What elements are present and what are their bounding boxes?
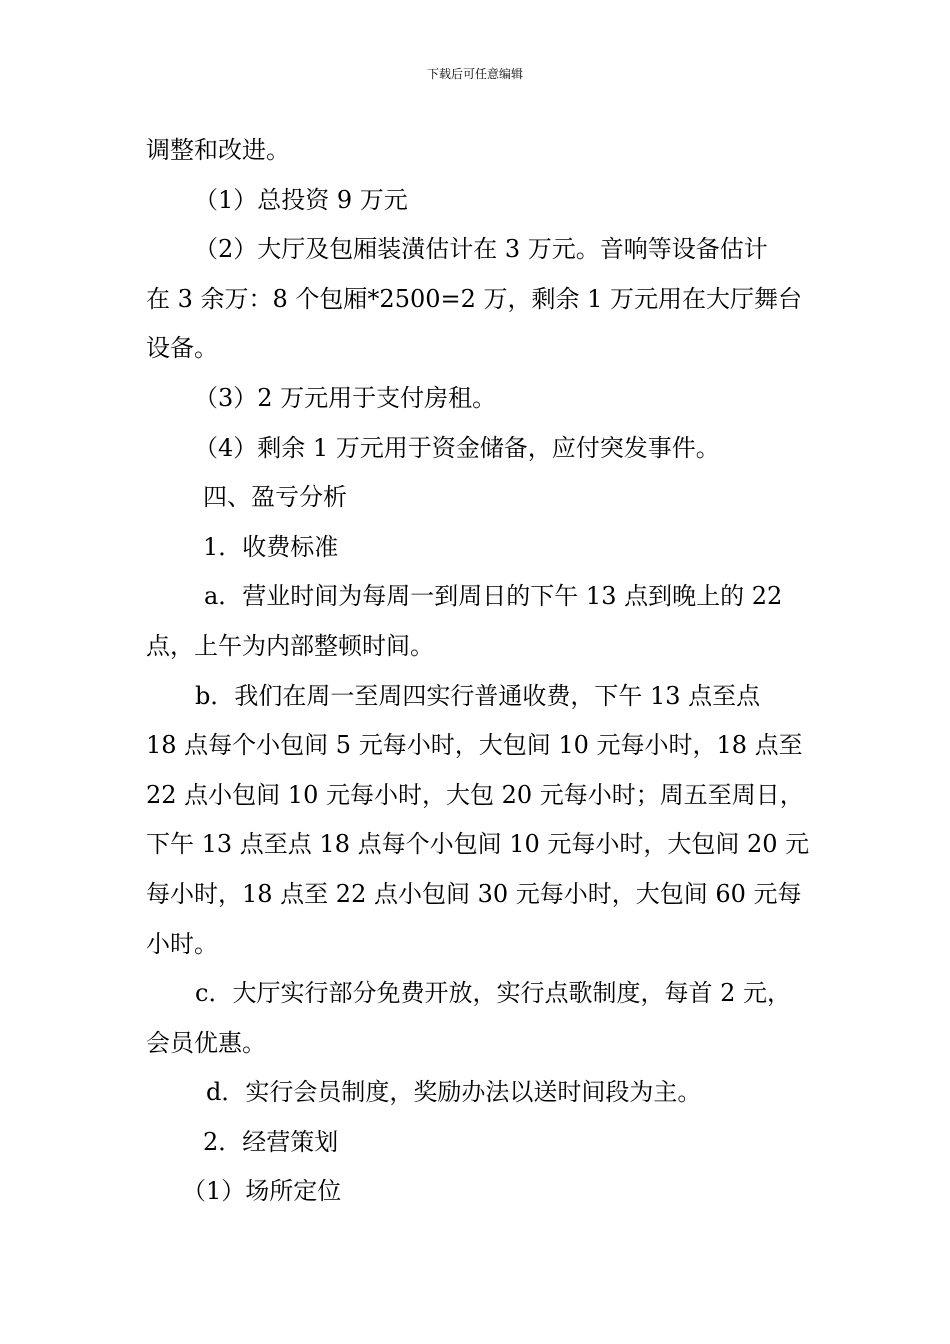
paragraph-line: 会员优惠。 (146, 1028, 266, 1057)
subsection-heading: （1）场所定位 (182, 1177, 342, 1206)
paragraph-line: 点，上午为内部整顿时间。 (146, 631, 434, 660)
paragraph-line: 下午 13 点至点 18 点每个小包间 10 元每小时，大包间 20 元 (146, 830, 810, 859)
paragraph-line: 每小时，18 点至 22 点小包间 30 元每小时，大包间 60 元每 (146, 879, 802, 908)
paragraph-line: d．实行会员制度，奖励办法以送时间段为主。 (206, 1078, 702, 1107)
subsection-heading: 1．收费标准 (203, 532, 339, 561)
paragraph-line: 22 点小包间 10 元每小时，大包 20 元每小时；周五至周日， (146, 780, 804, 809)
paragraph-line: （4）剩余 1 万元用于资金储备，应付突发事件。 (194, 433, 720, 462)
paragraph-line: 调整和改进。 (146, 136, 290, 164)
paragraph-line: 18 点每个小包间 5 元每小时，大包间 10 元每小时，18 点至 (146, 731, 803, 760)
paragraph-line: 在 3 余万：8 个包厢*2500=2 万，剩余 1 万元用在大厅舞台 (146, 284, 803, 313)
paragraph-line: a．营业时间为每周一到周日的下午 13 点到晚上的 22 (204, 582, 783, 611)
paragraph-line: （1）总投资 9 万元 (194, 185, 408, 214)
subsection-heading: 2．经营策划 (203, 1127, 339, 1156)
paragraph-line: 设备。 (146, 334, 218, 363)
paragraph-line: （2）大厅及包厢装潢估计在 3 万元。音响等设备估计 (194, 235, 768, 264)
paragraph-line: 小时。 (146, 929, 218, 958)
paragraph-line: b．我们在周一至周四实行普通收费，下午 13 点至点 (195, 681, 761, 710)
section-heading: 四、盈亏分析 (203, 483, 347, 512)
paragraph-line: c．大厅实行部分免费开放，实行点歌制度，每首 2 元， (195, 979, 791, 1008)
page-header: 下载后可任意编辑 (426, 67, 523, 81)
document-body (146, 126, 814, 1217)
paragraph-line: （3）2 万元用于支付房租。 (194, 383, 497, 412)
